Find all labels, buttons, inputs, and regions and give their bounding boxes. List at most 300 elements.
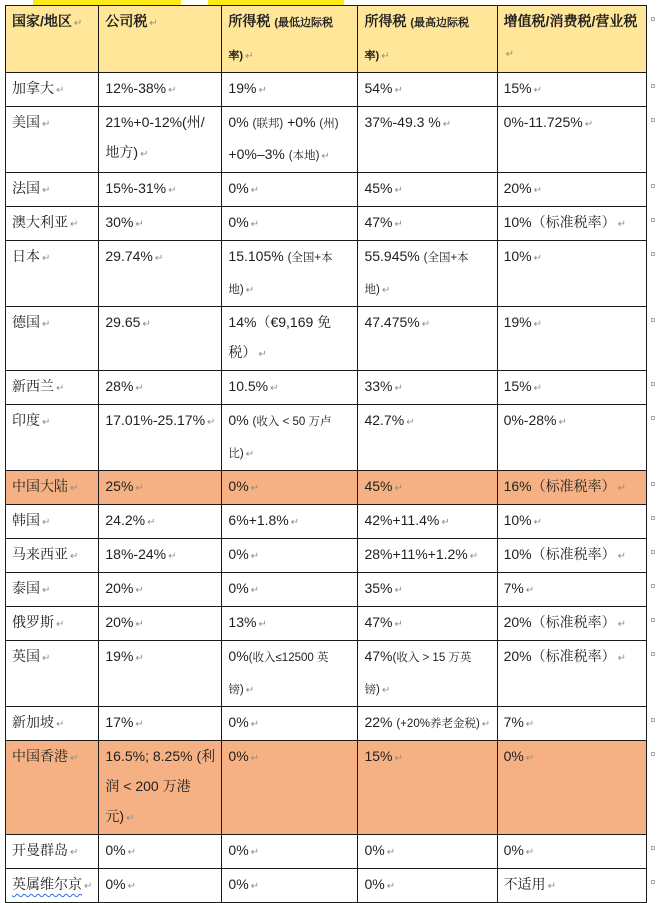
cell-text: (收入 > 15 万英镑) [364, 652, 472, 696]
cell-text: 10.5% [228, 378, 269, 394]
paragraph-mark-icon: ↵ [135, 383, 144, 394]
table-row [6, 241, 659, 307]
cell-text: 开曼群岛 [12, 842, 68, 858]
value-cell[interactable] [99, 835, 222, 869]
value-cell[interactable] [497, 869, 647, 903]
header-cell-0[interactable] [6, 6, 99, 73]
country-cell[interactable] [6, 573, 99, 607]
paragraph-mark-icon: ↵ [42, 185, 51, 196]
value-cell[interactable] [99, 405, 222, 471]
country-cell[interactable] [6, 539, 99, 573]
cell-text: 20% [105, 614, 134, 630]
paragraph-mark-icon: ↵ [394, 219, 403, 230]
cell-text: 10% [503, 248, 532, 264]
country-cell[interactable] [6, 835, 99, 869]
cell-text: 42.7% [364, 412, 405, 428]
cell-text: 10% [503, 512, 532, 528]
paragraph-mark-icon: ↵ [250, 585, 260, 596]
cell-text: 俄罗斯 [12, 614, 54, 630]
paragraph-mark-icon: ↵ [245, 685, 255, 696]
paragraph-mark-icon: ↵ [258, 85, 267, 96]
paragraph-mark-icon: ↵ [73, 18, 83, 29]
paragraph-mark-icon: ↵ [250, 483, 260, 494]
value-cell[interactable] [497, 707, 647, 741]
value-cell[interactable] [358, 307, 497, 371]
cell-text: 国家/地区 [12, 13, 72, 29]
value-cell[interactable] [99, 371, 222, 405]
paragraph-mark-icon: ↵ [245, 51, 254, 62]
cell-text: 0% [228, 180, 249, 196]
table-row [6, 505, 659, 539]
value-cell[interactable] [497, 107, 647, 173]
cell-text: 29.74% [105, 248, 153, 264]
cell-text: 美国 [12, 114, 40, 130]
table-row [6, 173, 659, 207]
cell-text: 35% [364, 580, 393, 596]
cell-text: 15.105% [228, 248, 288, 264]
paragraph-mark-icon: ↵ [84, 881, 93, 892]
paragraph-mark-icon: ↵ [142, 319, 151, 330]
paragraph-mark-icon: ↵ [250, 881, 260, 892]
value-cell[interactable] [99, 707, 222, 741]
paragraph-mark-icon: ↵ [290, 517, 300, 528]
paragraph-mark-icon: ↵ [168, 185, 177, 196]
cell-text: 20%（标准税率） [503, 614, 616, 630]
cell-text: 10%（标准税率） [503, 214, 616, 230]
header-cell-1[interactable] [99, 6, 222, 73]
cell-text: 加拿大 [12, 80, 54, 96]
country-cell[interactable] [6, 73, 99, 107]
country-cell[interactable] [6, 641, 99, 707]
value-cell[interactable] [358, 539, 497, 573]
cell-text: 德国 [12, 314, 40, 330]
table-row [6, 741, 659, 835]
cell-text: 22% [364, 714, 397, 730]
value-cell[interactable] [358, 573, 497, 607]
cell-text: 0% [364, 842, 385, 858]
cell-text: +0%–3% [228, 146, 289, 162]
row-end-mark-icon: ¤ [647, 73, 659, 107]
cell-text: 7% [503, 714, 524, 730]
value-cell[interactable] [222, 173, 358, 207]
paragraph-mark-icon: ↵ [394, 185, 403, 196]
value-cell[interactable] [222, 741, 358, 835]
paragraph-mark-icon: ↵ [42, 653, 51, 664]
cell-text: (全国+本地) [364, 252, 469, 296]
cell-text: 16.5%; 8.25% (利润 < 200 万港元) [105, 748, 216, 824]
value-cell[interactable] [222, 835, 358, 869]
value-cell[interactable] [99, 241, 222, 307]
value-cell[interactable] [99, 471, 222, 505]
value-cell[interactable] [358, 607, 497, 641]
paragraph-mark-icon: ↵ [250, 551, 260, 562]
value-cell[interactable] [222, 207, 358, 241]
row-end-mark-icon: ¤ [647, 173, 659, 207]
header-cell-3[interactable] [358, 6, 497, 73]
cell-text: 泰国 [12, 580, 40, 596]
paragraph-mark-icon: ↵ [154, 253, 164, 264]
paragraph-mark-icon: ↵ [617, 219, 626, 230]
cell-text: 20%（标准税率） [503, 648, 616, 664]
value-cell[interactable] [222, 405, 358, 471]
paragraph-mark-icon: ↵ [481, 719, 491, 730]
table-row [6, 371, 659, 405]
paragraph-mark-icon: ↵ [533, 383, 542, 394]
paragraph-mark-icon: ↵ [258, 619, 267, 630]
value-cell[interactable] [358, 835, 497, 869]
value-cell[interactable] [99, 539, 222, 573]
paragraph-mark-icon: ↵ [442, 119, 452, 130]
value-cell[interactable] [497, 207, 647, 241]
value-cell[interactable] [497, 371, 647, 405]
paragraph-mark-icon: ↵ [258, 349, 267, 360]
header-row [6, 6, 659, 73]
cell-text: 中国香港 [12, 748, 68, 764]
value-cell[interactable] [497, 405, 647, 471]
value-cell[interactable] [497, 505, 647, 539]
cell-text: 19% [503, 314, 532, 330]
row-end-mark-icon: ¤ [647, 869, 659, 903]
value-cell[interactable] [222, 241, 358, 307]
country-cell[interactable] [6, 869, 99, 903]
row-end-mark-icon: ¤ [647, 405, 659, 471]
value-cell[interactable] [358, 241, 497, 307]
paragraph-mark-icon: ↵ [421, 319, 431, 330]
paragraph-mark-icon: ↵ [250, 219, 260, 230]
country-cell[interactable] [6, 173, 99, 207]
value-cell[interactable] [497, 641, 647, 707]
paragraph-mark-icon: ↵ [525, 847, 535, 858]
value-cell[interactable] [358, 869, 497, 903]
value-cell[interactable] [497, 471, 647, 505]
value-cell[interactable] [222, 371, 358, 405]
value-cell[interactable] [358, 371, 497, 405]
table-row [6, 471, 659, 505]
paragraph-mark-icon: ↵ [321, 151, 330, 162]
value-cell[interactable] [358, 107, 497, 173]
paragraph-mark-icon: ↵ [42, 585, 51, 596]
cell-text: 澳大利亚 [12, 214, 68, 230]
cell-text: 54% [364, 80, 393, 96]
cell-text: 10%（标准税率） [503, 546, 616, 562]
value-cell[interactable] [222, 641, 358, 707]
cell-text: (全国+本地) [228, 252, 333, 296]
country-cell[interactable] [6, 505, 99, 539]
cell-text: 18%-24% [105, 546, 167, 562]
row-end-mark-icon: ¤ [647, 107, 659, 173]
value-cell[interactable] [358, 707, 497, 741]
cell-text: (州) [319, 118, 339, 130]
country-cell[interactable] [6, 405, 99, 471]
table-row [6, 835, 659, 869]
row-end-mark-icon: ¤ [647, 539, 659, 573]
value-cell[interactable] [497, 241, 647, 307]
paragraph-mark-icon: ↵ [56, 383, 65, 394]
country-cell[interactable] [6, 207, 99, 241]
paragraph-mark-icon: ↵ [70, 219, 79, 230]
paragraph-mark-icon: ↵ [70, 551, 79, 562]
value-cell[interactable] [222, 73, 358, 107]
value-cell[interactable] [99, 73, 222, 107]
country-cell[interactable] [6, 307, 99, 371]
value-cell[interactable] [358, 207, 497, 241]
table-row [6, 107, 659, 173]
cell-text: 28% [105, 378, 134, 394]
cell-text: 新加坡 [12, 714, 54, 730]
country-cell[interactable] [6, 607, 99, 641]
value-cell[interactable] [497, 835, 647, 869]
value-cell[interactable] [222, 539, 358, 573]
cell-text: 0% [228, 546, 249, 562]
cell-text: 公司税 [105, 13, 148, 29]
value-cell[interactable] [222, 471, 358, 505]
cell-text: 47.475% [364, 314, 420, 330]
cell-text: 0% [105, 876, 126, 892]
paragraph-mark-icon: ↵ [584, 119, 594, 130]
cell-text: 0%-28% [503, 412, 557, 428]
value-cell[interactable] [222, 505, 358, 539]
country-cell[interactable] [6, 107, 99, 173]
value-cell[interactable] [99, 107, 222, 173]
paragraph-mark-icon: ↵ [381, 51, 390, 62]
paragraph-mark-icon: ↵ [140, 149, 149, 160]
paragraph-mark-icon: ↵ [394, 619, 403, 630]
value-cell[interactable] [358, 405, 497, 471]
table-row [6, 307, 659, 371]
table-row [6, 607, 659, 641]
cell-text: 15% [503, 80, 532, 96]
cell-text: 0% [228, 214, 249, 230]
cell-text: 29.65 [105, 314, 141, 330]
value-cell[interactable] [222, 107, 358, 173]
paragraph-mark-icon: ↵ [617, 551, 626, 562]
cell-text: 所得税 [228, 13, 275, 29]
paragraph-mark-icon: ↵ [127, 847, 137, 858]
row-end-mark-icon: ¤ [647, 641, 659, 707]
cell-text: 0% [228, 714, 249, 730]
paragraph-mark-icon: ↵ [617, 653, 626, 664]
cell-text: (+20%养老金税) [396, 718, 480, 730]
paragraph-mark-icon: ↵ [533, 253, 542, 264]
paragraph-mark-icon: ↵ [525, 719, 535, 730]
paragraph-mark-icon: ↵ [394, 585, 403, 596]
cell-text: 0% [228, 842, 249, 858]
cell-text: 0% [228, 876, 249, 892]
paragraph-mark-icon: ↵ [42, 417, 51, 428]
cell-text: (联邦) [252, 118, 284, 130]
value-cell[interactable] [99, 505, 222, 539]
paragraph-mark-icon: ↵ [533, 185, 542, 196]
paragraph-mark-icon: ↵ [42, 319, 51, 330]
value-cell[interactable] [497, 573, 647, 607]
paragraph-mark-icon: ↵ [70, 753, 79, 764]
cell-text: 0% [105, 842, 126, 858]
cell-text: 印度 [12, 412, 40, 428]
value-cell[interactable] [99, 573, 222, 607]
paragraph-mark-icon: ↵ [135, 483, 144, 494]
value-cell[interactable] [222, 707, 358, 741]
cell-text: 28%+11%+1.2% [364, 546, 468, 562]
cell-text: 0% [503, 842, 524, 858]
cell-text: 55.945% [364, 248, 424, 264]
paragraph-mark-icon: ↵ [394, 483, 403, 494]
country-cell[interactable] [6, 241, 99, 307]
cell-text: (收入 < 50 万卢比) [228, 416, 332, 460]
cell-text: 0% [228, 748, 249, 764]
cell-text: (本地) [288, 150, 320, 162]
cell-text: 47% [364, 648, 393, 664]
value-cell[interactable] [497, 539, 647, 573]
row-end-mark-icon: ¤ [647, 371, 659, 405]
value-cell[interactable] [497, 741, 647, 835]
table-row [6, 573, 659, 607]
cell-text: 45% [364, 478, 393, 494]
cell-text: 30% [105, 214, 134, 230]
row-end-mark-icon: ¤ [647, 707, 659, 741]
paragraph-mark-icon: ↵ [149, 18, 158, 29]
cell-text: 42%+11.4% [364, 512, 440, 528]
value-cell[interactable] [497, 73, 647, 107]
paragraph-mark-icon: ↵ [505, 49, 514, 60]
tax-table-body [6, 6, 659, 903]
cell-text: 20% [503, 180, 532, 196]
value-cell[interactable] [222, 573, 358, 607]
cell-text: 日本 [12, 248, 40, 264]
value-cell[interactable] [222, 607, 358, 641]
table-row [6, 73, 659, 107]
value-cell[interactable] [99, 173, 222, 207]
cell-text: 20% [105, 580, 134, 596]
paragraph-mark-icon: ↵ [42, 119, 51, 130]
cell-text: 25% [105, 478, 134, 494]
cell-text: 12%-38% [105, 80, 167, 96]
cell-text: 15%-31% [105, 180, 167, 196]
paragraph-mark-icon: ↵ [617, 619, 626, 630]
paragraph-mark-icon: ↵ [394, 85, 403, 96]
paragraph-mark-icon: ↵ [394, 753, 403, 764]
cell-text: 新西兰 [12, 378, 54, 394]
paragraph-mark-icon: ↵ [250, 847, 260, 858]
paragraph-mark-icon: ↵ [127, 881, 137, 892]
paragraph-mark-icon: ↵ [250, 753, 260, 764]
paragraph-mark-icon: ↵ [394, 383, 403, 394]
cell-text: 0%-11.725% [503, 114, 583, 130]
cell-text: 0% [228, 412, 253, 428]
tax-table [5, 5, 659, 903]
cell-text: (最高边际税率) [364, 17, 470, 62]
paragraph-mark-icon: ↵ [147, 517, 156, 528]
value-cell[interactable] [99, 607, 222, 641]
cell-text: 马来西亚 [12, 546, 68, 562]
country-cell[interactable] [6, 471, 99, 505]
paragraph-mark-icon: ↵ [406, 417, 415, 428]
paragraph-mark-icon: ↵ [617, 483, 626, 494]
cell-text: 24.2% [105, 512, 146, 528]
paragraph-mark-icon: ↵ [558, 417, 567, 428]
cell-text: 45% [364, 180, 393, 196]
row-end-mark-icon: ¤ [647, 471, 659, 505]
cell-text: 33% [364, 378, 393, 394]
country-cell[interactable] [6, 707, 99, 741]
paragraph-mark-icon: ↵ [126, 813, 135, 824]
value-cell[interactable] [99, 741, 222, 835]
value-cell[interactable] [222, 307, 358, 371]
paragraph-mark-icon: ↵ [381, 285, 391, 296]
cell-text: (收入≤12500 英镑) [228, 652, 329, 696]
paragraph-mark-icon: ↵ [56, 719, 65, 730]
row-end-mark-icon: ¤ [647, 6, 659, 73]
value-cell[interactable] [358, 641, 497, 707]
header-cell-2[interactable] [222, 6, 358, 73]
cell-text: (最低边际税率) [228, 17, 333, 62]
paragraph-mark-icon: ↵ [533, 85, 542, 96]
cell-text: 21%+0-12%(州/地方) [105, 114, 205, 160]
paragraph-mark-icon: ↵ [533, 319, 542, 330]
row-end-mark-icon: ¤ [647, 307, 659, 371]
country-cell[interactable] [6, 371, 99, 405]
cell-text: 14%（€9,169 免税） [228, 314, 332, 360]
value-cell[interactable] [358, 173, 497, 207]
cell-text: 7% [503, 580, 524, 596]
cell-text: 37%-49.3 % [364, 114, 441, 130]
paragraph-mark-icon: ↵ [56, 619, 65, 630]
value-cell[interactable] [358, 505, 497, 539]
cell-text: 0% [228, 114, 253, 130]
country-cell[interactable] [6, 741, 99, 835]
cell-text: 0% [228, 478, 249, 494]
paragraph-mark-icon: ↵ [469, 551, 479, 562]
value-cell[interactable] [222, 869, 358, 903]
table-row [6, 641, 659, 707]
value-cell[interactable] [99, 869, 222, 903]
paragraph-mark-icon: ↵ [135, 653, 144, 664]
paragraph-mark-icon: ↵ [386, 881, 396, 892]
cell-text: 6%+1.8% [228, 512, 289, 528]
value-cell[interactable] [497, 307, 647, 371]
paragraph-mark-icon: ↵ [135, 619, 144, 630]
header-cell-4[interactable] [497, 6, 647, 73]
value-cell[interactable] [358, 741, 497, 835]
paragraph-mark-icon: ↵ [168, 85, 177, 96]
cell-text: 16%（标准税率） [503, 478, 616, 494]
value-cell[interactable] [358, 471, 497, 505]
cell-text: 韩国 [12, 512, 40, 528]
paragraph-mark-icon: ↵ [42, 517, 51, 528]
value-cell[interactable] [99, 307, 222, 371]
cell-text: 47% [364, 214, 393, 230]
cell-text: 0% [228, 580, 249, 596]
row-end-mark-icon: ¤ [647, 505, 659, 539]
cell-text: 19% [105, 648, 134, 664]
paragraph-mark-icon: ↵ [135, 719, 144, 730]
value-cell[interactable] [99, 207, 222, 241]
paragraph-mark-icon: ↵ [135, 219, 144, 230]
value-cell[interactable] [358, 73, 497, 107]
value-cell[interactable] [497, 173, 647, 207]
paragraph-mark-icon: ↵ [547, 881, 556, 892]
paragraph-mark-icon: ↵ [381, 685, 391, 696]
paragraph-mark-icon: ↵ [56, 85, 65, 96]
paragraph-mark-icon: ↵ [386, 847, 396, 858]
value-cell[interactable] [497, 607, 647, 641]
paragraph-mark-icon: ↵ [42, 253, 51, 264]
value-cell[interactable] [99, 641, 222, 707]
paragraph-mark-icon: ↵ [441, 517, 450, 528]
table-row [6, 539, 659, 573]
cell-text: 英国 [12, 648, 40, 664]
cell-text: 不适用 [503, 876, 546, 892]
paragraph-mark-icon: ↵ [207, 417, 216, 428]
